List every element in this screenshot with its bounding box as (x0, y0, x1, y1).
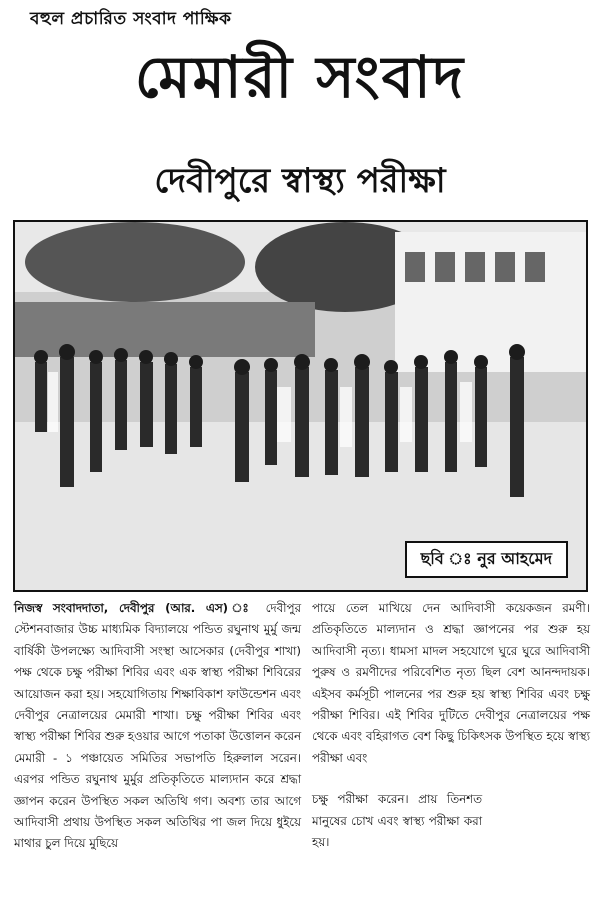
article-lead: নিজস্ব সংবাদদাতা, দেবীপুর (আর. এস) ঃ (14, 601, 256, 615)
article-body-right-tail: চক্ষু পরীক্ষা করেন। প্রায় তিনশত মানুষের চোখ এবং স্বাস্থ্য পরীক্ষা করা হয়। (312, 792, 482, 850)
article-column-right (312, 598, 590, 853)
tagline: বহুল প্রচারিত সংবাদ পাক্ষিক (30, 9, 232, 29)
article-column-left (14, 598, 301, 855)
photo-scene (15, 222, 586, 590)
article-paragraph-left (14, 598, 301, 855)
article-body-right: পায়ে তেল মাখিয়ে দেন আদিবাসী কয়েকজন রমণী। প্রতিকৃতিতে মাল্যদান ও শ্রদ্ধা জ্ঞাপনের পর শুরু হয় আদিবাসী নৃত্য। ধামসা মাদল সহযোগে ঘুরে ঘুরে আদিবাসী পুরুষ ও রমণীদের পরিবেশিত নৃত্য ছিল বেশ আনন্দদায়ক। এইসব কর্মসূচী পালনের পর শুরু হয় স্বাস্থ্য শিবির এবং চক্ষু পরীক্ষা শিবির। এই শিবির দুটিতে দেবীপুর নেত্রালয়ের পক্ষ থেকে এবং বহিরাগত বেশ কিছু চিকিৎসক উপস্থিত হয়ে স্বাস্থ্য পরীক্ষা এবং (312, 601, 590, 765)
news-photo (13, 220, 588, 592)
article-body-left: দেবীপুর স্টেশনবাজার উচ্চ মাধ্যমিক বিদ্যালয়ে পন্ডিত রঘুনাথ মুর্মু জন্ম বার্ষিকী উপলক্ষ্যে আদিবাসী সংস্থা আসেকার (দেবীপুর শাখা) পক্ষ থেকে চক্ষু পরীক্ষা শিবির এবং এক স্বাস্থ্য পরীক্ষা শিবিরের আয়োজন করা হয়। সহযোগিতায় শিক্ষাবিকাশ ফাউন্ডেশন এবং দেবীপুর নেত্রালয়ের মেমারী শাখা। চক্ষু পরীক্ষা শিবির এবং স্বাস্থ্য পরীক্ষা শিবির শুরু হওয়ার আগে পতাকা উত্তোলন করেন মেমারী - ১ পঞ্চায়েত সমিতির সভাপতি হিরুলাল সরেন। এরপর পন্ডিত রঘুনাথ মুর্মুর প্রতিকৃতিতে মাল্যদান করে শ্রদ্ধা জ্ঞাপন করেন উপস্থিত সকল অতিথি গণ। অবশ্য তার আগে আদিবাসী প্রথায় উপস্থিত সকল অতিথির পা জল দিয়ে ধুইয়ে মাথার চুল দিয়ে মুছিয়ে (14, 601, 302, 851)
newspaper-name: মেমারী সংবাদ (134, 43, 466, 111)
headline: দেবীপুরে স্বাস্থ্য পরীক্ষা (154, 161, 446, 201)
photo-caption: ছবি ঃ নুর আহমেদ (405, 541, 568, 578)
